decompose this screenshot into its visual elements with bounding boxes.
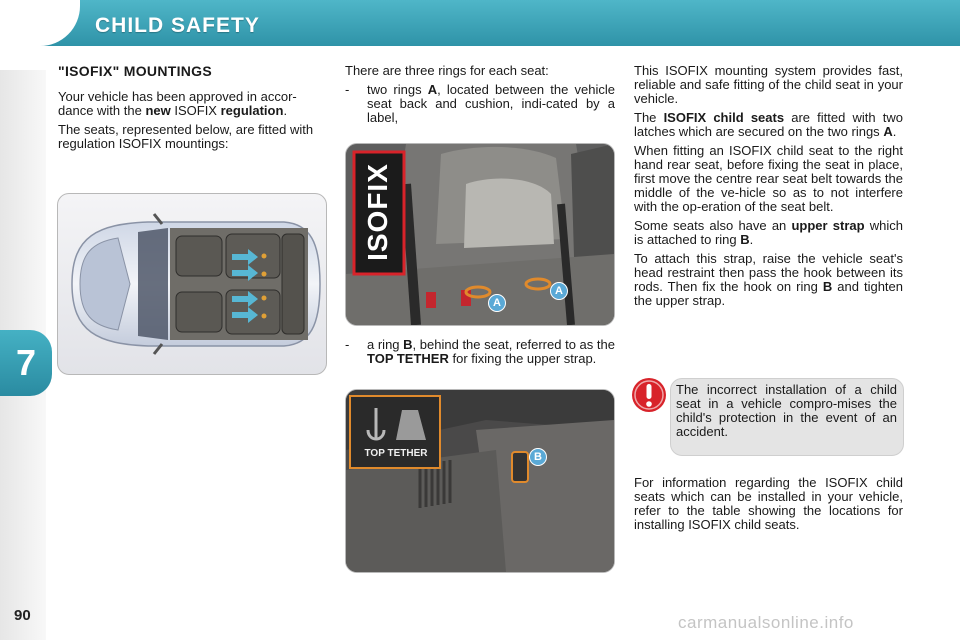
approval-paragraph: Your vehicle has been approved in accor-dance with the new ISOFIX regulation. bbox=[58, 89, 297, 118]
page-number: 90 bbox=[14, 607, 31, 624]
column-1 bbox=[58, 64, 328, 156]
column-2-lower bbox=[345, 338, 615, 371]
isofix-label: ISOFIX bbox=[362, 163, 393, 261]
right-seat-paragraph: When fitting an ISOFIX child seat to the right hand rear seat, before fixing the seat in place, first move the centre rear seat belt towards the middle of the ve-hicle so as to not interfere with the op-eration of the seat belt. bbox=[634, 143, 903, 214]
column-2 bbox=[345, 64, 615, 130]
car-top-view-illustration bbox=[58, 194, 326, 374]
attach-strap-paragraph: To attach this strap, raise the vehicle seat's head restraint then pass the hook between its rods. Then fix the hook on ring B and tighten the upper strap. bbox=[634, 251, 903, 308]
seats-paragraph: The seats, represented below, are fitted with regulation ISOFIX mountings: bbox=[58, 122, 314, 151]
bullet-dash: - bbox=[345, 82, 350, 97]
isofix-seat-figure bbox=[345, 143, 615, 326]
ring-b-marker: B bbox=[529, 448, 547, 466]
chapter-tab[interactable]: 7 bbox=[0, 330, 52, 396]
system-intro-paragraph: This ISOFIX mounting system provides fast, reliable and safe fitting of the child seat in your vehicle. bbox=[634, 63, 903, 106]
ring-a-marker-2: A bbox=[550, 282, 568, 300]
column-3-lower bbox=[634, 476, 903, 537]
luggage-area-photo bbox=[346, 390, 614, 572]
rings-intro: There are three rings for each seat: bbox=[345, 63, 549, 78]
ring-a-marker-1: A bbox=[488, 294, 506, 312]
latches-paragraph: The ISOFIX child seats are fitted with two latches which are secured on the two rings A. bbox=[634, 110, 903, 139]
bullet-rings-a: - two rings A, located between the vehicle seat back and cushion, indi-cated by a label, bbox=[345, 82, 615, 125]
warning-text: The incorrect installation of a child seat in a vehicle compro-mises the child's protection in the event of an accident. bbox=[676, 382, 897, 439]
top-tether-figure bbox=[345, 389, 615, 573]
upper-strap-paragraph: Some seats also have an upper strap which is attached to ring B. bbox=[634, 218, 903, 247]
top-tether-label: TOP TETHER bbox=[364, 448, 428, 459]
column-3 bbox=[634, 64, 903, 313]
bullet-dash: - bbox=[345, 337, 350, 352]
watermark: carmanualsonline.info bbox=[678, 613, 854, 632]
page-title: CHILD SAFETY bbox=[95, 14, 260, 37]
compatibility-paragraph: For information regarding the ISOFIX child seats which can be installed in your vehicle, refer to the table showing the locations for installing ISOFIX child seats. bbox=[634, 475, 903, 532]
warning-exclamation-icon bbox=[631, 377, 667, 413]
car-top-view-figure bbox=[57, 193, 327, 375]
bullet-ring-b: - a ring B, behind the seat, referred to as the TOP TETHER for fixing the upper strap. bbox=[345, 337, 615, 366]
section-title: "ISOFIX" MOUNTINGS bbox=[58, 63, 213, 79]
